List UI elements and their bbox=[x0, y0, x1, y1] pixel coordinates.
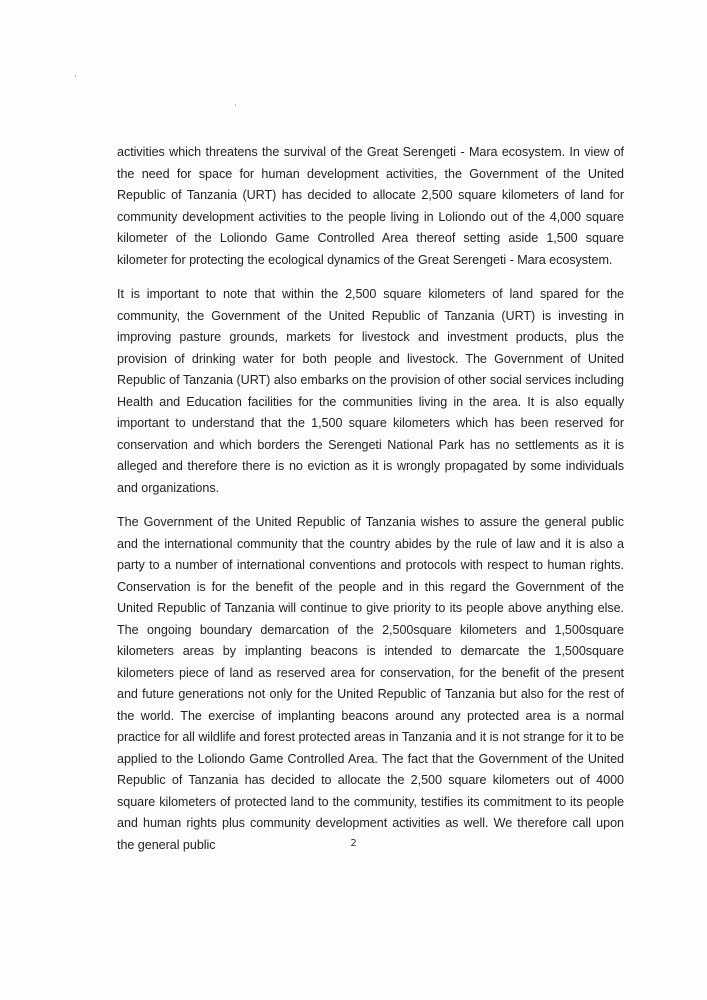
paragraph-continuation: activities which threatens the survival of the Great Serengeti - Mara ecosystem. In view of the need for space for human development activities, the Government of the United Republic of Tanzania (URT) has decided to allocate 2,500 square kilometers of land for community development activities to the people living in Loliondo out of the 4,000 square kilometer of the Loliondo Game Controlled Area thereof setting aside 1,500 square kilometer for protecting the ecological dynamics of the Great Serengeti - Mara ecosystem. bbox=[117, 145, 624, 267]
scan-speck bbox=[75, 75, 76, 77]
document-body bbox=[117, 142, 624, 869]
page-number: 2 bbox=[350, 838, 357, 849]
scan-speck bbox=[235, 104, 236, 106]
paragraph-land-investment: It is important to note that within the 2,500 square kilometers of land spared for the community, the Government of the United Republic of Tanzania (URT) is investing in improving pasture grounds, markets for livestock and investment products, plus the provision of drinking water for both people and livestock. The Government of United Republic of Tanzania (URT) also embarks on the provision of other social services including Health and Education facilities for the communities living in the area. It is also equally important to understand that the 1,500 square kilometers which has been reserved for conservation and which borders the Serengeti National Park has no settlements as it is alleged and therefore there is no eviction as it is wrongly propagated by some individuals and organizations. bbox=[117, 287, 624, 495]
paragraph-government-assurance: The Government of the United Republic of Tanzania wishes to assure the general public and the international community that the country abides by the rule of law and it is also a party to a number of international conventions and protocols with respect to human rights. Conservation is for the benefit of the people and in this regard the Government of the United Republic of Tanzania will continue to give priority to its people above anything else. The ongoing boundary demarcation of the 2,500square kilometers and 1,500square kilometers areas by implanting beacons is intended to demarcate the 1,500square kilometers piece of land as reserved area for conservation, for the benefit of the present and future generations not only for the United Republic of Tanzania but also for the rest of the world. The exercise of implanting beacons around any protected area is a normal practice for all wildlife and forest protected areas in Tanzania and it is not strange for it to be applied to the Loliondo Game Controlled Area. The fact that the Government of the United Republic of Tanzania has decided to allocate the 2,500 square kilometers out of 4000 square kilometers of protected land to the community, testifies its commitment to its people and human rights plus community development activities as well. We therefore call upon the general public bbox=[117, 515, 624, 852]
